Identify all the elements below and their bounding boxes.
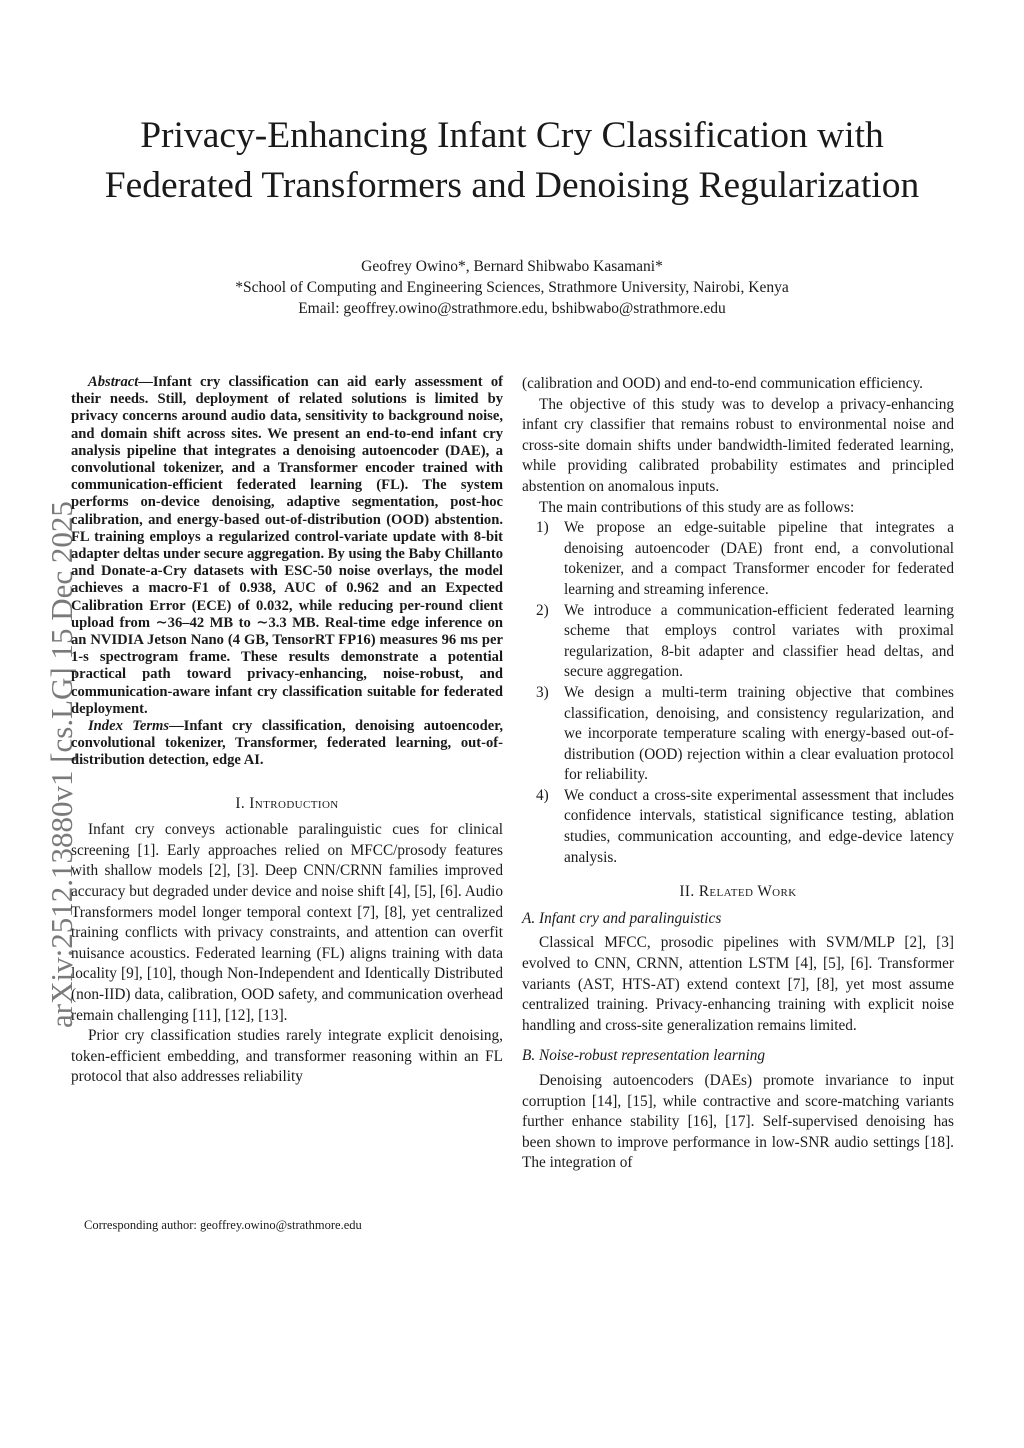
list-item-number: 4) [536, 786, 549, 804]
abstract-text: —Infant cry classification can aid early assessment of their needs. Still, deployment of related solutions is limited by privacy concerns around audio data, sensitivity to background noise, and domain shift across sites. We present an end-to-end infant cry analysis pipeline that integrates a denoising autoencoder (DAE), a convolutional tokenizer, and a Transformer encoder trained with communication-efficient federated learning (FL). The system performs on-device denoising, adaptive segmentation, post-hoc calibration, and energy-based out-of-distribution (OOD) abstention. FL training employs a regularized control-variate update with 8-bit adapter deltas under secure aggregation. By using the Baby Chillanto and Donate-a-Cry datasets with ESC-50 noise overlays, the model achieves a macro-F1 of 0.938, AUC of 0.962 and an Expected Calibration Error (ECE) of 0.032, while reducing per-round client upload from ∼36–42 MB to ∼3.3 MB. Real-time edge inference on an NVIDIA Jetson Nano (4 GB, TensorRT FP16) measures 96 ms per 1-s spectrogram frame. These results demonstrate a potential practical path toward privacy-enhancing, noise-robust, and communication-aware infant cry classification suitable for federated deployment. [71, 374, 503, 717]
arxiv-identifier: arXiv:2512.13880v1 [cs.LG] 15 Dec 2025 [44, 501, 79, 1028]
affiliation: *School of Computing and Engineering Sciences, Strathmore University, Nairobi, Kenya [235, 279, 789, 296]
list-item-number: 1) [536, 519, 549, 537]
corresponding-author-footnote: Corresponding author: geoffrey.owino@strathmore.edu [84, 1218, 362, 1232]
section-heading-related-work: II. Related Work [679, 883, 797, 901]
intro-paragraph: Infant cry conveys actionable paralinguistic cues for clinical screening [1]. Early approaches relied on MFCC/prosody features with shallow models [2], [3]. Deep CNN/CRNN families improved accuracy but degraded under device and noise shift [4], [5], [6]. Audio Transformers model longer temporal context [7], [8], yet centralized training conflicts with privacy constraints, and attention can overfit nuisance acoustics. Federated learning (FL) aligns training with data locality [9], [10], though Non-Independent and Identically Distributed (non-IID) data, calibration, OOD safety, and communication overhead remain challenging [11], [12], [13]. [71, 821, 503, 1024]
abstract-label: Abstract [88, 374, 139, 390]
objective-paragraph: The objective of this study was to develop a privacy-enhancing infant cry classifier that remains robust to environmental noise and cross-site domain shifts under bandwidth-limited federated learning, while providing calibrated probability estimates and principled abstention on anomalous inputs. [522, 395, 954, 495]
intro-paragraph-continued: (calibration and OOD) and end-to-end communication efficiency. [522, 375, 923, 392]
related-work-paragraph: Classical MFCC, prosodic pipelines with SVM/MLP [2], [3] evolved to CNN, CRNN, attention LSTM [4], [5], [6]. Transformer variants (AST, HTS-AT) extend context [7], [8], yet most assume centralized training. Privacy-enhancing training with explicit noise handling and cross-site generalization remains limited. [522, 934, 954, 1034]
contributions-intro: The main contributions of this study are as follows: [539, 498, 855, 516]
abstract [71, 374, 503, 718]
paper-title: Privacy-Enhancing Infant Cry Classification with Federated Transformers and Denoising Regularization [104, 115, 920, 207]
contributions-list [522, 518, 954, 868]
list-item [522, 786, 954, 868]
list-item-number: 2) [536, 601, 549, 619]
right-column [522, 374, 954, 1174]
subsection-heading-b: B. Noise-robust representation learning [522, 1047, 766, 1065]
index-terms-label: Index Terms [88, 718, 170, 735]
related-work-paragraph: Denoising autoencoders (DAEs) promote invariance to input corruption [14], [15], while contractive and score-matching variants further enhance stability [16], [17]. Self-supervised denoising has been shown to improve performance in low-SNR audio settings [18]. The integration of [522, 1072, 954, 1172]
left-column [71, 374, 503, 1088]
list-item-text: We introduce a communication-efficient federated learning scheme that employs control variates with proximal regularization, 8-bit adapter and classifier head deltas, and secure aggregation. [564, 601, 954, 681]
list-item [522, 601, 954, 683]
section-heading-introduction: I. Introduction [235, 794, 339, 812]
list-item-text: We propose an edge-suitable pipeline that integrates a denoising autoencoder (DAE) front end, a convolutional tokenizer, and a compact Transformer encoder for federated learning and streaming inference. [564, 519, 954, 598]
list-item-text: We design a multi-term training objective that combines classification, denoising, and consistency regularization, and we incorporate temperature scaling with energy-based out-of-distribution (OOD) rejection within a clear evaluation protocol for reliability. [564, 683, 954, 784]
index-terms [71, 718, 503, 770]
list-item [522, 683, 954, 786]
authors: Geofrey Owino*, Bernard Shibwabo Kasamani* [361, 258, 663, 275]
subsection-heading-a: A. Infant cry and paralinguistics [522, 909, 722, 927]
list-item-text: We conduct a cross-site experimental assessment that includes confidence intervals, statistical significance testing, ablation studies, communication accounting, and edge-device latency analysis. [564, 786, 954, 866]
intro-paragraph: Prior cry classification studies rarely integrate explicit denoising, token-efficient embedding, and transformer reasoning within an FL protocol that also addresses reliability [71, 1027, 503, 1086]
list-item [522, 518, 954, 600]
list-item-number: 3) [536, 683, 549, 701]
index-terms-text: —Infant cry classification, denoising autoencoder, convolutional tokenizer, Transformer, federated learning, out-of-distribution detection, edge AI. [71, 718, 503, 769]
author-email: Email: geoffrey.owino@strathmore.edu, bshibwabo@strathmore.edu [298, 300, 726, 317]
